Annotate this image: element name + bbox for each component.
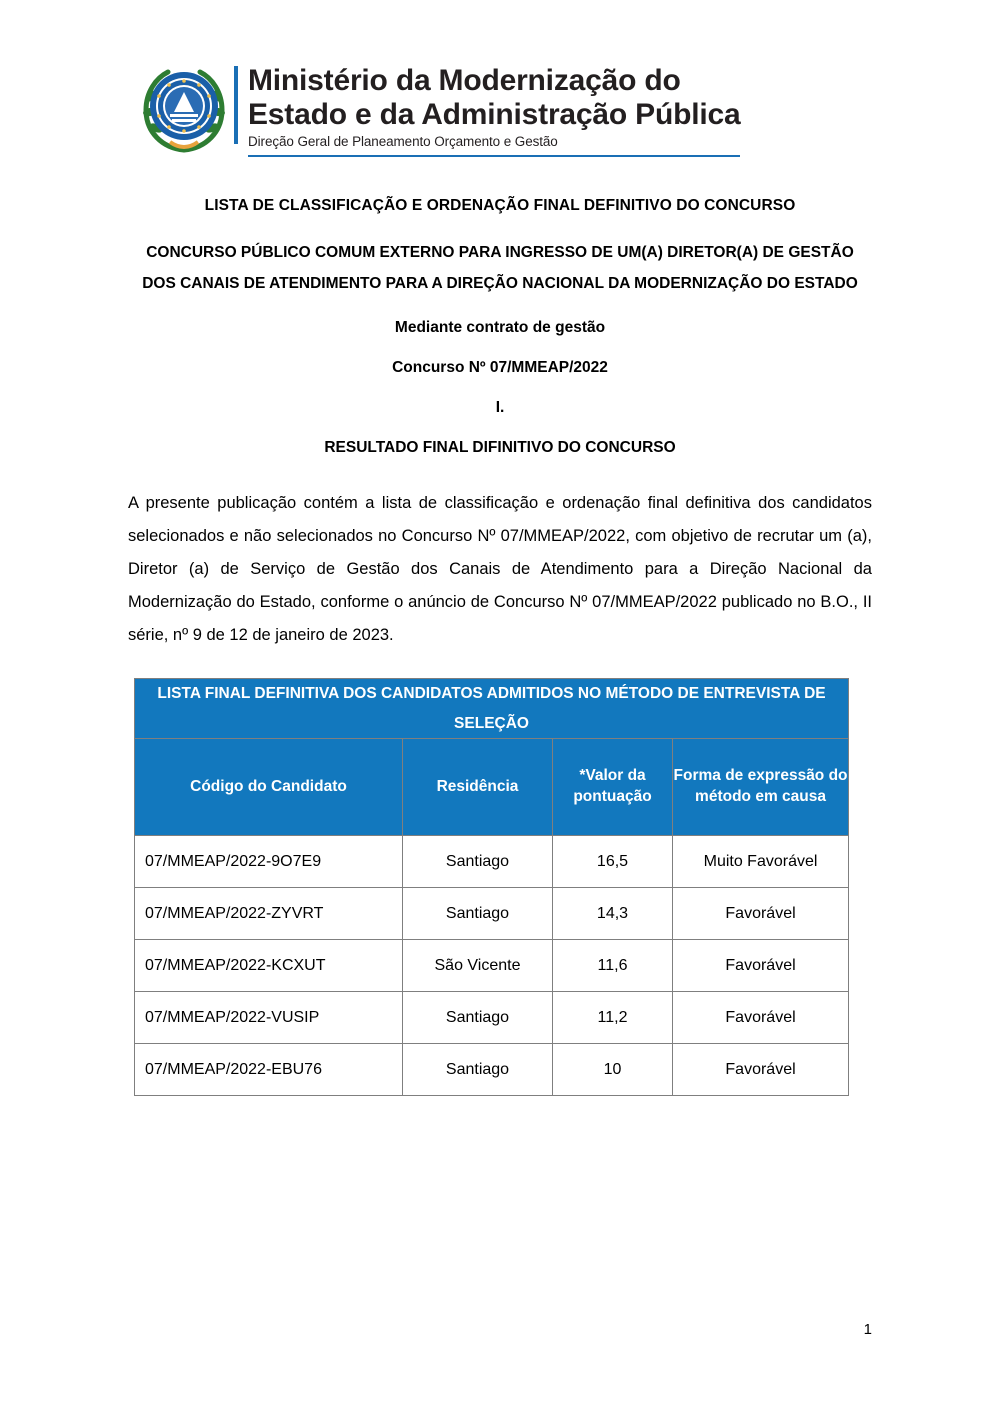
- cell-residence: Santiago: [403, 992, 553, 1044]
- cell-code: 07/MMEAP/2022-VUSIP: [135, 992, 403, 1044]
- cell-expression: Favorável: [673, 992, 849, 1044]
- cell-residence: São Vicente: [403, 940, 553, 992]
- cell-expression: Muito Favorável: [673, 836, 849, 888]
- document-subtitle: CONCURSO PÚBLICO COMUM EXTERNO PARA INGRESSO DE UM(A) DIRETOR(A) DE GESTÃO DOS CANAIS DE ATENDIMENTO PARA A DIREÇÃO NACIONAL DA MODERNIZAÇÃO DO ESTADO: [142, 244, 858, 293]
- department-subtitle: Direção Geral de Planeamento Orçamento e Gestão: [248, 134, 558, 150]
- cell-expression: Favorável: [673, 940, 849, 992]
- cell-code: 07/MMEAP/2022-EBU76: [135, 1044, 403, 1096]
- table-row: [135, 888, 849, 940]
- column-header-score: *Valor da pontuação: [553, 739, 673, 836]
- section-numeral: I.: [495, 399, 505, 417]
- intro-paragraph: A presente publicação contém a lista de classificação e ordenação final definitiva dos candidatos selecionados e não selecionados no Concurso Nº 07/MMEAP/2022, com objetivo de recrutar um (a), Diretor (a) de Serviço de Gestão dos Canais de Atendimento para a Direção Nacional da Modernização do Estado, conforme o anúncio de Concurso Nº 07/MMEAP/2022 publicado no B.O., II série, nº 9 de 12 de janeiro de 2023.: [128, 494, 872, 645]
- table-caption: LISTA FINAL DEFINITIVA DOS CANDIDATOS ADMITIDOS NO MÉTODO DE ENTREVISTA DE SELEÇÃO: [135, 679, 849, 739]
- page-title: LISTA DE CLASSIFICAÇÃO E ORDENAÇÃO FINAL DEFINITIVO DO CONCURSO: [204, 197, 796, 215]
- table-row: [135, 992, 849, 1044]
- table-row: [135, 1044, 849, 1096]
- coat-of-arms-icon: [136, 62, 232, 154]
- cell-expression: Favorável: [673, 888, 849, 940]
- header-text-block: [248, 62, 740, 157]
- cell-expression: Favorável: [673, 1044, 849, 1096]
- document-header: [128, 0, 872, 157]
- ministry-title-line-1: Ministério da Modernização do: [248, 64, 681, 97]
- column-header-residence: Residência: [403, 739, 553, 836]
- column-header-expression: Forma de expressão do método em causa: [673, 739, 849, 836]
- cell-code: 07/MMEAP/2022-KCXUT: [135, 940, 403, 992]
- header-divider-bar: [234, 66, 238, 144]
- ministry-title-line-2: Estado e da Administração Pública: [248, 97, 741, 131]
- cell-residence: Santiago: [403, 1044, 553, 1096]
- column-header-code: Código do Candidato: [135, 739, 403, 836]
- cell-score: 16,5: [553, 836, 673, 888]
- cell-residence: Santiago: [403, 836, 553, 888]
- cell-score: 10: [553, 1044, 673, 1096]
- table-caption-row: [135, 679, 849, 739]
- cell-score: 14,3: [553, 888, 673, 940]
- section-title: RESULTADO FINAL DIFINITIVO DO CONCURSO: [324, 439, 676, 457]
- cell-code: 07/MMEAP/2022-ZYVRT: [135, 888, 403, 940]
- results-table: [134, 678, 849, 1096]
- concurso-number: Concurso Nº 07/MMEAP/2022: [392, 359, 608, 377]
- cell-code: 07/MMEAP/2022-9O7E9: [135, 836, 403, 888]
- cell-score: 11,2: [553, 992, 673, 1044]
- cell-residence: Santiago: [403, 888, 553, 940]
- page-number: 1: [863, 1321, 872, 1338]
- contract-line: Mediante contrato de gestão: [394, 319, 606, 337]
- table-row: [135, 836, 849, 888]
- table-row: [135, 940, 849, 992]
- table-header-row: [135, 739, 849, 836]
- cell-score: 11,6: [553, 940, 673, 992]
- header-rule: [248, 155, 740, 157]
